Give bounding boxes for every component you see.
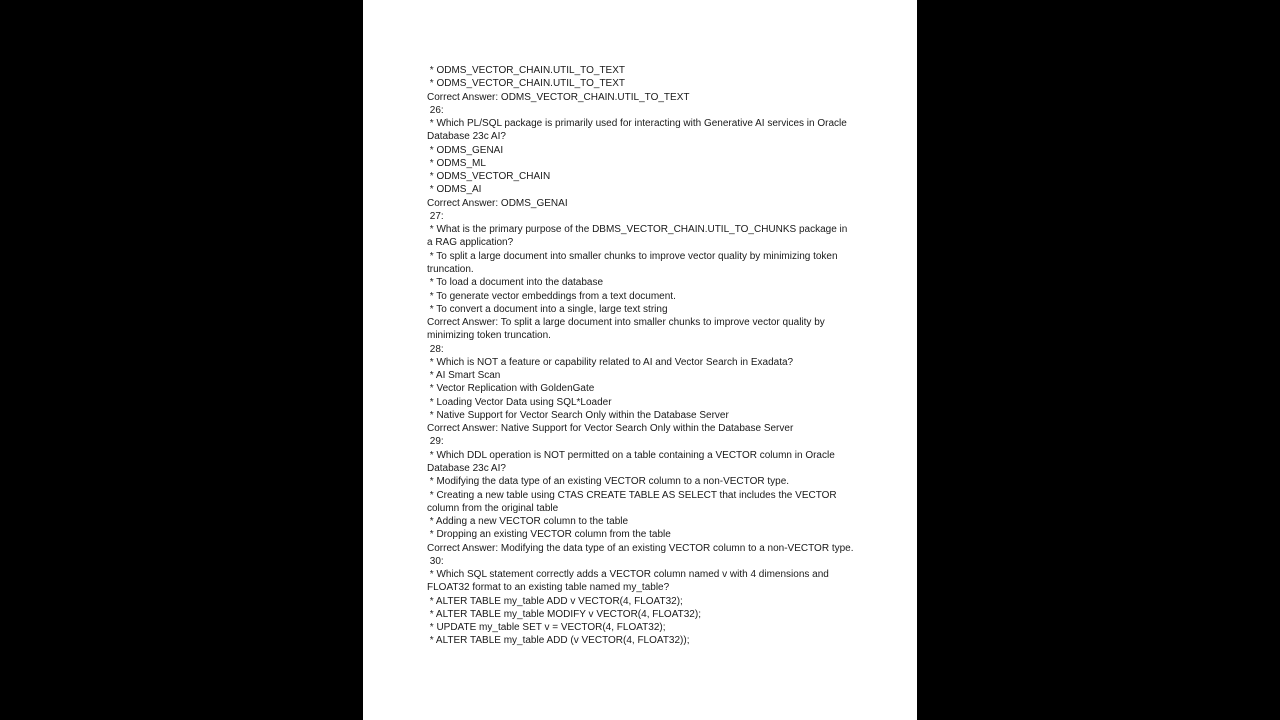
text-line: Correct Answer: Native Support for Vector Search Only within the Database Server [427,423,794,435]
text-line: 26: [427,104,444,116]
text-line: Correct Answer: ODMS_VECTOR_CHAIN.UTIL_TO_TEXT [427,91,690,103]
text-line: * Modifying the data type of an existing VECTOR column to a non-VECTOR type. [427,476,790,488]
text-line: * Loading Vector Data using SQL*Loader [427,396,612,408]
text-line: * Which SQL statement correctly adds a VECTOR column named v with 4 dimensions and [427,569,829,581]
text-line: 28: [427,343,444,355]
text-line: FLOAT32 format to an existing table named my_table? [427,582,670,594]
text-line: * What is the primary purpose of the DBMS_VECTOR_CHAIN.UTIL_TO_CHUNKS package in [427,224,848,236]
text-line: * Dropping an existing VECTOR column from the table [427,529,671,541]
text-line: * Creating a new table using CTAS CREATE TABLE AS SELECT that includes the VECTOR [427,489,837,501]
text-line: Correct Answer: To split a large document into smaller chunks to improve vector quality by [427,317,825,329]
text-line: 27: [427,210,444,222]
text-line: Correct Answer: Modifying the data type of an existing VECTOR column to a non-VECTOR type. [427,542,854,554]
document-text [427,64,867,648]
text-line: * Which DDL operation is NOT permitted on a table containing a VECTOR column in Oracle [427,449,835,461]
text-line: 29: [427,436,444,448]
text-line: 30: [427,555,444,567]
text-line: * ALTER TABLE my_table ADD v VECTOR(4, FLOAT32); [427,595,683,607]
text-line: minimizing token truncation. [427,330,551,342]
text-line: * ODMS_GENAI [427,144,504,156]
text-line: truncation. [427,263,474,275]
text-line: * Vector Replication with GoldenGate [427,383,595,395]
text-line: * UPDATE my_table SET v = VECTOR(4, FLOAT32); [427,622,666,634]
text-line: * Adding a new VECTOR column to the table [427,516,629,528]
text-line: * ODMS_AI [427,184,482,196]
text-line: a RAG application? [427,237,514,249]
text-line: * ALTER TABLE my_table ADD (v VECTOR(4, FLOAT32)); [427,635,690,647]
text-line: * To generate vector embeddings from a text document. [427,290,676,302]
text-line: * To split a large document into smaller chunks to improve vector quality by minimizing token [427,250,838,262]
text-line: Database 23c AI? [427,462,506,474]
text-line: * To convert a document into a single, large text string [427,303,668,315]
text-line: * ODMS_VECTOR_CHAIN.UTIL_TO_TEXT [427,65,626,76]
text-line: Correct Answer: ODMS_GENAI [427,197,568,209]
text-line: * Which is NOT a feature or capability related to AI and Vector Search in Exadata? [427,356,794,368]
text-line: * ODMS_VECTOR_CHAIN.UTIL_TO_TEXT [427,78,626,90]
text-line: column from the original table [427,502,559,514]
text-line: Database 23c AI? [427,131,506,143]
text-line: * ALTER TABLE my_table MODIFY v VECTOR(4, FLOAT32); [427,608,701,620]
text-line: * To load a document into the database [427,277,604,289]
text-line: * ODMS_ML [427,157,486,169]
text-line: * AI Smart Scan [427,370,501,382]
text-line: * Native Support for Vector Search Only within the Database Server [427,409,729,421]
text-line: * Which PL/SQL package is primarily used for interacting with Generative AI services in Oracle [427,118,847,130]
text-line: * ODMS_VECTOR_CHAIN [427,171,551,183]
